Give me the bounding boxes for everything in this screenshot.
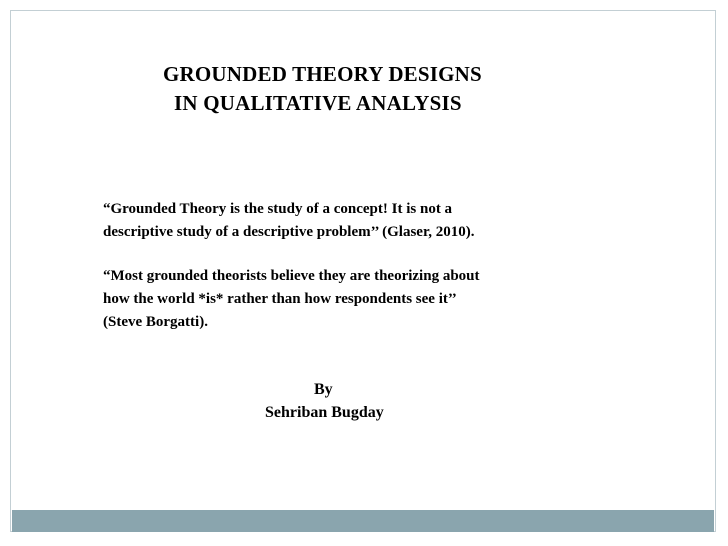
slide-title-line-1: GROUNDED THEORY DESIGNS [163,62,482,86]
quote-glaser-line-2: descriptive study of a descriptive problem’’ (Glaser, 2010). [103,224,475,240]
quote-borgatti-line-3: (Steve Borgatti). [103,314,208,330]
by-label: By [314,381,333,398]
slide-bottom-bar [12,510,714,532]
quote-borgatti-line-1: “Most grounded theorists believe they are theorizing about [103,268,480,284]
slide-title-line-2: IN QUALITATIVE ANALYSIS [174,91,462,115]
quote-borgatti-line-2: how the world *is* rather than how respondents see it’’ [103,291,457,307]
quote-glaser-line-1: “Grounded Theory is the study of a concept! It is not a [103,201,453,217]
author-name: Sehriban Bugday [265,404,384,421]
